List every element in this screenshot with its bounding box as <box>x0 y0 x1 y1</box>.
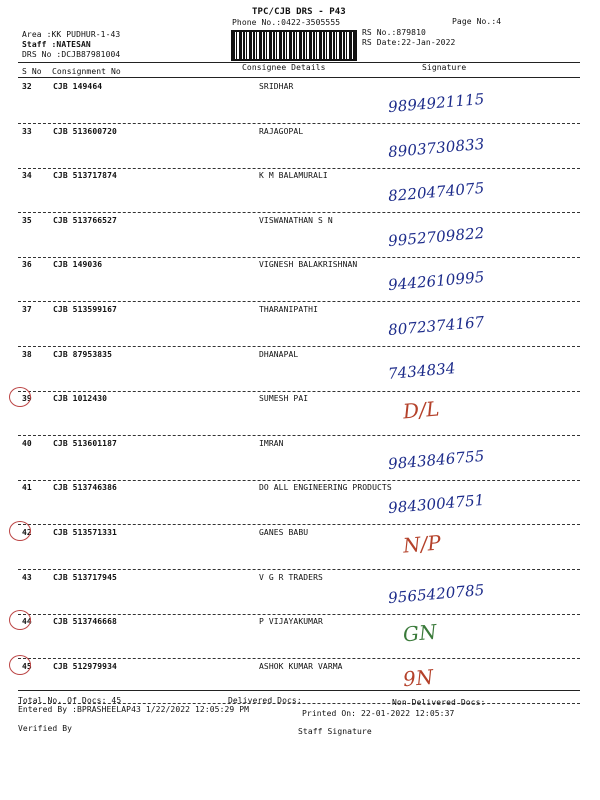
table-row <box>18 260 580 304</box>
drs-number: DRS No :DCJB87981004 <box>22 50 121 59</box>
verified-by: Verified By <box>18 724 73 733</box>
row-divider <box>18 614 580 615</box>
row-serial-number: 34 <box>22 171 32 180</box>
table-row <box>18 127 580 171</box>
row-consignee-name: SRIDHAR <box>259 82 294 91</box>
row-handwritten-note: 9565420785 <box>387 580 486 608</box>
row-serial-number: 38 <box>22 350 32 359</box>
row-consignment-number: CJB 149036 <box>53 260 103 269</box>
row-divider <box>18 346 580 347</box>
row-divider <box>18 212 580 213</box>
row-handwritten-note: 9952709822 <box>387 223 486 251</box>
row-consignment-number: CJB 1012430 <box>53 394 108 403</box>
staff-signature: Staff Signature <box>298 727 372 736</box>
row-divider <box>18 301 580 302</box>
delivered-docs: Delivered Docs: <box>228 696 302 705</box>
row-divider <box>18 257 580 258</box>
col-header-consignee: Consignee Details <box>242 63 326 72</box>
row-consignee-name: K M BALAMURALI <box>259 171 328 180</box>
row-serial-number: 37 <box>22 305 32 314</box>
row-consignee-name: VISWANATHAN S N <box>259 216 333 225</box>
table-row <box>18 394 580 438</box>
rs-date: RS Date:22-Jan-2022 <box>362 38 456 47</box>
table-row <box>18 573 580 617</box>
row-consignee-name: GANES BABU <box>259 528 309 537</box>
row-handwritten-note: GN <box>402 619 438 647</box>
row-serial-number: 45 <box>22 662 32 671</box>
circle-mark-icon <box>9 610 31 630</box>
circle-mark-icon <box>9 655 31 675</box>
row-consignment-number: CJB 513571331 <box>53 528 117 537</box>
row-divider <box>18 524 580 525</box>
area-label: Area :KK PUDHUR-1-43 <box>22 30 121 39</box>
row-divider <box>18 123 580 124</box>
row-consignment-number: CJB 513717874 <box>53 171 117 180</box>
row-serial-number: 33 <box>22 127 32 136</box>
staff-label: Staff :NATESAN <box>22 40 91 49</box>
row-consignee-name: DO ALL ENGINEERING PRODUCTS <box>259 483 392 492</box>
table-row <box>18 350 580 394</box>
row-handwritten-note: 9843004751 <box>387 490 486 518</box>
row-handwritten-note: 8072374167 <box>387 312 486 340</box>
row-consignment-number: CJB 513746386 <box>53 483 117 492</box>
table-row <box>18 617 580 661</box>
row-consignee-name: V G R TRADERS <box>259 573 323 582</box>
circle-mark-icon <box>9 387 31 407</box>
col-header-sno: S No <box>22 67 42 76</box>
row-consignment-number: CJB 513766527 <box>53 216 117 225</box>
row-serial-number: 35 <box>22 216 32 225</box>
row-serial-number: 43 <box>22 573 32 582</box>
row-handwritten-note: 8220474075 <box>387 178 486 206</box>
barcode <box>231 30 357 61</box>
entered-by: Entered By :BPRASHEELAP43 1/22/2022 12:05:29 PM <box>18 705 250 714</box>
row-consignment-number: CJB 513599167 <box>53 305 117 314</box>
printed-on: Printed On: 22-01-2022 12:05:37 <box>302 709 455 718</box>
row-divider <box>18 435 580 436</box>
row-consignee-name: VIGNESH BALAKRISHNAN <box>259 260 358 269</box>
phone-number: Phone No.:0422-3505555 <box>232 18 341 27</box>
report-title: TPC/CJB DRS - P43 <box>252 7 346 17</box>
total-docs: Total No. Of Docs: 45 <box>18 696 122 705</box>
col-header-consignment: Consignment No <box>52 67 121 76</box>
table-row <box>18 82 580 126</box>
row-serial-number: 39 <box>22 394 32 403</box>
row-consignment-number: CJB 513601187 <box>53 439 117 448</box>
page-number: Page No.:4 <box>452 17 502 26</box>
row-handwritten-note: 9894921115 <box>387 89 486 117</box>
row-handwritten-note: 9N <box>402 664 435 692</box>
circle-mark-icon <box>9 521 31 541</box>
row-serial-number: 42 <box>22 528 32 537</box>
row-consignment-number: CJB 512979934 <box>53 662 117 671</box>
row-consignment-number: CJB 513746668 <box>53 617 117 626</box>
row-serial-number: 44 <box>22 617 32 626</box>
row-consignee-name: IMRAN <box>259 439 284 448</box>
row-divider <box>18 569 580 570</box>
row-handwritten-note: 7434834 <box>387 359 457 383</box>
col-header-signature: Signature <box>422 63 467 72</box>
row-divider <box>18 658 580 659</box>
row-consignee-name: SUMESH PAI <box>259 394 309 403</box>
row-consignee-name: DHANAPAL <box>259 350 299 359</box>
row-consignee-name: P VIJAYAKUMAR <box>259 617 323 626</box>
row-handwritten-note: N/P <box>402 530 442 558</box>
table-row <box>18 171 580 215</box>
row-consignment-number: CJB 149464 <box>53 82 103 91</box>
table-row <box>18 305 580 349</box>
header-divider-bottom <box>18 77 580 78</box>
row-handwritten-note: D/L <box>402 396 441 424</box>
row-consignment-number: CJB 513717945 <box>53 573 117 582</box>
row-handwritten-note: 8903730833 <box>387 134 486 162</box>
table-row <box>18 216 580 260</box>
row-consignee-name: RAJAGOPAL <box>259 127 304 136</box>
row-consignment-number: CJB 513600720 <box>53 127 117 136</box>
row-handwritten-note: 9442610995 <box>387 267 486 295</box>
row-serial-number: 41 <box>22 483 32 492</box>
table-row <box>18 439 580 483</box>
table-row <box>18 483 580 527</box>
row-serial-number: 40 <box>22 439 32 448</box>
row-consignee-name: THARANIPATHI <box>259 305 318 314</box>
table-row <box>18 528 580 572</box>
row-serial-number: 32 <box>22 82 32 91</box>
row-divider <box>18 168 580 169</box>
row-divider <box>18 391 580 392</box>
row-consignee-name: ASHOK KUMAR VARMA <box>259 662 343 671</box>
row-handwritten-note: 9843846755 <box>387 446 486 474</box>
row-divider <box>18 480 580 481</box>
non-delivered-docs: Non Delivered Docs: <box>392 698 486 707</box>
row-consignment-number: CJB 87953835 <box>53 350 112 359</box>
row-serial-number: 36 <box>22 260 32 269</box>
footer-divider <box>18 690 580 691</box>
rs-number: RS No.:879810 <box>362 28 426 37</box>
